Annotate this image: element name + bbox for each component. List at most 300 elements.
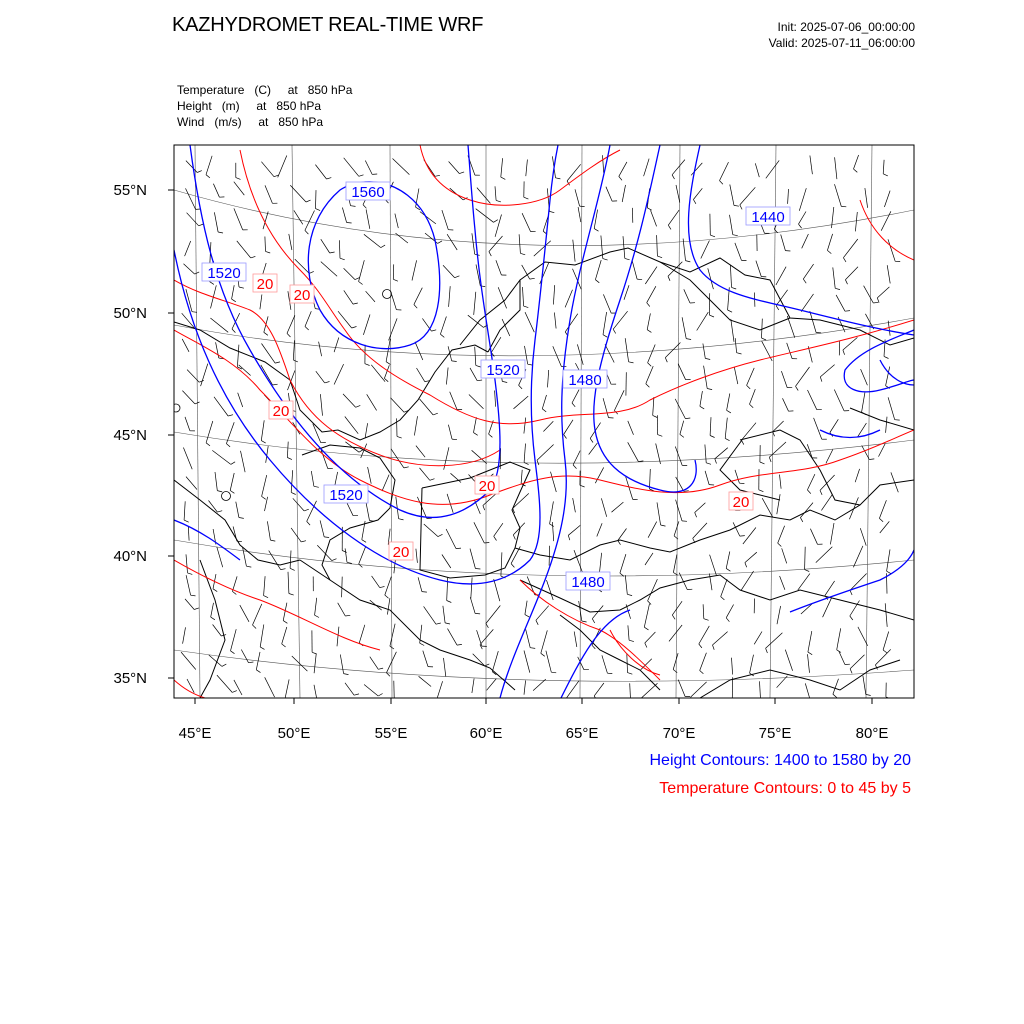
wind-barb	[501, 158, 503, 177]
wind-barb	[801, 294, 813, 312]
wind-barb	[855, 212, 857, 231]
wind-barb	[436, 681, 443, 702]
wind-barb	[387, 652, 397, 673]
wind-barb	[473, 654, 485, 666]
wind-barb-tick	[619, 176, 622, 180]
wind-barb	[543, 421, 553, 431]
wind-barb	[319, 342, 322, 357]
wind-barb-tick	[843, 258, 846, 262]
wind-barb	[879, 500, 886, 518]
wind-barb-tick	[301, 541, 306, 542]
wind-barb-tick	[766, 648, 768, 653]
wind-barb	[382, 475, 389, 492]
wind-barb	[808, 654, 810, 673]
wind-barb-tick	[778, 543, 782, 546]
wind-barb	[682, 317, 686, 338]
wind-barb	[554, 313, 556, 329]
wind-barb	[833, 679, 839, 695]
wind-barb-tick	[239, 518, 244, 519]
lat-label: 50°N	[113, 305, 147, 322]
wind-barb-tick	[713, 645, 715, 650]
wind-barb-tick	[850, 669, 852, 674]
wind-barb	[287, 315, 295, 333]
wind-barb-tick	[232, 591, 236, 594]
wind-barb	[720, 162, 729, 181]
wind-barb	[187, 213, 199, 226]
wind-barb-tick	[363, 205, 366, 209]
wind-barb-tick	[887, 571, 891, 574]
wind-barb	[206, 156, 212, 175]
wind-barb-tick	[330, 252, 335, 253]
wind-barb-tick	[282, 644, 286, 647]
wind-barb	[278, 156, 287, 178]
wind-barb	[344, 290, 353, 304]
wind-barb	[747, 368, 755, 386]
wind-barb-tick	[706, 463, 711, 465]
wind-barb	[865, 188, 868, 208]
wind-barb	[260, 295, 262, 310]
wind-barb	[447, 494, 453, 513]
wind-barb	[565, 290, 572, 308]
wind-barb-tick	[251, 256, 256, 258]
wind-barb-tick	[281, 569, 286, 570]
wind-barb-tick	[629, 640, 634, 641]
wind-barb-tick	[270, 540, 275, 541]
wind-barb-tick	[686, 261, 691, 262]
wind-barb	[550, 501, 554, 524]
wind-barb	[185, 241, 191, 256]
wind-barb	[699, 626, 710, 644]
wind-barb	[834, 390, 844, 411]
wind-barb	[419, 676, 432, 686]
wind-barb-tick	[843, 350, 845, 355]
wind-barb-tick	[568, 535, 570, 540]
wind-barb	[887, 265, 890, 283]
wind-barb	[676, 477, 684, 491]
wind-barb	[713, 632, 728, 645]
wind-barb	[365, 423, 367, 437]
wind-barb	[469, 395, 484, 409]
wind-barb	[715, 448, 728, 459]
wind-barb-tick	[582, 621, 587, 622]
wind-barb	[293, 498, 304, 511]
wind-barb	[647, 313, 650, 329]
wind-barb	[424, 606, 436, 624]
wind-barb	[548, 370, 549, 387]
wind-barb-tick	[285, 701, 289, 704]
wind-barb-tick	[541, 653, 545, 656]
wind-barb	[710, 417, 711, 435]
wind-barb	[414, 416, 417, 435]
wind-barb	[881, 211, 891, 230]
wind-barb-tick	[239, 287, 244, 288]
wind-barb	[264, 576, 266, 595]
wind-barb	[366, 291, 375, 302]
wind-barb-tick	[483, 506, 485, 511]
wind-barb	[644, 604, 649, 628]
wind-barb	[863, 676, 866, 695]
wind-barb	[693, 188, 702, 199]
wind-barb	[265, 237, 266, 252]
wind-barb	[182, 339, 189, 352]
wind-barb	[240, 605, 249, 622]
wind-barb-tick	[524, 306, 529, 308]
wind-barb-tick	[436, 623, 441, 624]
wind-barb-tick	[564, 435, 567, 439]
wind-barb-tick	[385, 595, 389, 598]
wind-barb-tick	[352, 327, 357, 329]
wind-barb	[265, 185, 272, 203]
wind-barb-tick	[647, 330, 651, 333]
wind-barb-tick	[253, 625, 257, 629]
wind-barb	[321, 262, 337, 277]
wind-barb-tick	[556, 178, 561, 179]
wind-barb	[820, 475, 835, 490]
wind-barb	[648, 522, 657, 538]
wind-barb-tick	[489, 252, 491, 257]
wind-barb-tick	[700, 671, 704, 674]
wind-barb-tick	[603, 259, 608, 261]
wind-barb-tick	[734, 205, 739, 206]
wind-barb-tick	[760, 462, 765, 464]
wind-barb-tick	[211, 617, 215, 620]
wind-barb	[444, 658, 446, 677]
wind-barb-tick	[325, 382, 330, 383]
wind-barb-tick	[433, 413, 438, 415]
wind-barb	[675, 447, 682, 466]
wind-barb	[359, 625, 365, 643]
wind-barb	[798, 574, 810, 591]
wind-barb	[342, 577, 343, 598]
wind-barb-tick	[762, 338, 767, 340]
wind-barb-tick	[530, 278, 535, 279]
wind-barb	[290, 551, 291, 569]
wind-barb-tick	[592, 619, 594, 623]
wind-barb	[885, 603, 887, 627]
variable-temperature: Temperature (C) at 850 hPa	[177, 83, 353, 97]
wind-barb	[496, 260, 502, 275]
wind-barb	[412, 260, 417, 280]
axis-ticks	[168, 190, 872, 704]
wind-barb-tick	[386, 362, 390, 365]
wind-barb	[650, 469, 651, 489]
wind-barb-tick	[476, 365, 481, 367]
wind-barb	[675, 399, 685, 419]
wind-barb	[443, 265, 455, 278]
wind-barb	[442, 210, 448, 230]
variable-height: Height (m) at 850 hPa	[177, 99, 322, 113]
wind-barb	[525, 601, 527, 615]
wind-barb	[620, 554, 626, 573]
wind-barb-tick	[595, 280, 599, 283]
wind-barb	[540, 263, 549, 284]
wind-barb	[726, 552, 730, 569]
wind-barb	[269, 551, 281, 570]
wind-barb	[678, 364, 686, 380]
wind-barb-tick	[668, 276, 670, 281]
wind-barb-tick	[805, 570, 810, 572]
height-legend: Height Contours: 1400 to 1580 by 20	[649, 752, 911, 769]
wind-barb	[340, 655, 343, 674]
wind-barb	[359, 260, 365, 281]
wind-barb	[415, 342, 423, 360]
wind-barb	[782, 548, 787, 563]
wind-barb	[236, 502, 239, 518]
wind-barb	[267, 521, 270, 540]
wind-barb	[416, 549, 418, 563]
wind-barb	[183, 448, 192, 470]
wind-barb-tick	[459, 172, 464, 174]
wind-barb-tick	[520, 253, 525, 255]
wind-barb	[449, 286, 451, 307]
wind-barb-tick	[726, 568, 730, 571]
wind-barb	[234, 680, 242, 695]
temperature-label: 20	[392, 544, 410, 561]
wind-barbs	[181, 155, 900, 705]
wind-barb	[625, 338, 628, 362]
wind-barb-tick	[231, 651, 235, 654]
wind-barb	[883, 160, 884, 174]
wind-barb	[858, 627, 868, 646]
wind-barb	[816, 547, 833, 563]
wind-barb	[541, 630, 548, 653]
wind-barb	[338, 603, 346, 616]
wind-barb-tick	[727, 410, 731, 413]
wind-barb	[305, 311, 311, 326]
wind-barb	[522, 213, 531, 231]
wind-barb	[741, 571, 753, 590]
wind-barb-tick	[725, 438, 729, 440]
wind-barb	[260, 625, 264, 647]
wind-barb	[603, 294, 611, 313]
wind-barb	[823, 598, 832, 617]
wind-barb	[777, 494, 780, 514]
wind-barb	[808, 390, 817, 410]
wind-barb-tick	[305, 230, 309, 234]
wind-barb-tick	[327, 178, 332, 179]
wind-barb-tick	[261, 441, 265, 444]
wind-barb	[669, 625, 682, 641]
wind-barb-tick	[704, 619, 709, 621]
wind-barb	[315, 165, 326, 179]
wind-barb-tick	[661, 525, 666, 526]
wind-barb	[491, 337, 501, 352]
wind-barb	[344, 158, 359, 177]
wind-barb-tick	[342, 551, 347, 553]
wind-barb-tick	[217, 491, 222, 492]
wind-barb	[537, 445, 554, 461]
wind-barb-tick	[709, 315, 714, 317]
wind-barb-tick	[653, 415, 658, 417]
wind-barb-tick	[440, 334, 444, 337]
wind-barb	[476, 209, 494, 223]
wind-barb-tick	[646, 384, 650, 388]
wind-barb	[498, 287, 506, 308]
wind-barb	[676, 185, 680, 203]
wind-barb-tick	[283, 621, 287, 624]
wind-barb-tick	[445, 623, 450, 624]
wind-barb	[825, 581, 835, 596]
wind-barb	[338, 311, 352, 328]
wind-barb-tick	[359, 450, 363, 453]
wind-barb	[472, 233, 475, 254]
wind-barb-tick	[378, 668, 383, 669]
wind-barb	[212, 450, 231, 464]
wind-barb	[342, 208, 346, 223]
wind-barb-tick	[884, 356, 889, 358]
wind-barb	[787, 316, 795, 338]
wind-barb	[480, 629, 493, 644]
wind-barb-tick	[477, 380, 482, 381]
wind-barb	[446, 368, 448, 385]
wind-barb	[697, 312, 709, 330]
wind-barb	[781, 235, 786, 251]
wind-barb-tick	[879, 518, 883, 521]
wind-barb	[470, 368, 477, 381]
wind-barb-tick	[291, 492, 296, 494]
longitude-labels	[179, 725, 889, 742]
wind-barb-tick	[733, 235, 738, 236]
wind-barb	[695, 503, 706, 513]
wind-barb	[860, 528, 866, 545]
wind-barb-tick	[680, 434, 684, 437]
wind-barb	[862, 393, 865, 413]
wind-barb	[291, 470, 293, 492]
lon-label: 75°E	[758, 725, 792, 742]
wind-barb	[420, 212, 436, 224]
wind-barb	[214, 212, 218, 232]
wind-barb	[495, 391, 496, 407]
wind-barb	[393, 159, 410, 175]
wind-barb	[472, 679, 474, 694]
wind-barb	[334, 338, 339, 353]
wind-barb-tick	[657, 256, 662, 258]
wind-barb	[703, 604, 704, 618]
wind-barb-tick	[524, 197, 529, 199]
wind-barb	[632, 261, 637, 279]
wind-barb	[861, 369, 868, 385]
wind-barb-tick	[345, 615, 350, 616]
wind-barb	[536, 606, 549, 621]
wind-barb	[602, 655, 608, 673]
wind-barb-tick	[199, 380, 204, 382]
wind-barb	[888, 239, 895, 261]
wind-barb	[305, 211, 315, 231]
wind-barb	[600, 553, 602, 573]
wind-barb-tick	[210, 282, 214, 285]
temperature-label: 20	[732, 494, 750, 511]
wind-barb	[495, 215, 501, 237]
wind-barb	[553, 346, 562, 366]
wind-barb	[703, 344, 705, 359]
wind-barb	[337, 627, 339, 647]
wind-barb	[879, 444, 886, 457]
wind-barb	[888, 321, 890, 336]
wind-barb	[574, 632, 577, 647]
wind-barb	[487, 679, 497, 691]
wind-barb	[414, 288, 422, 305]
wind-barb	[262, 475, 267, 496]
wind-barb-tick	[206, 175, 210, 178]
wind-barb	[288, 572, 289, 594]
wind-barb-tick	[715, 459, 717, 464]
wind-barb	[853, 546, 863, 567]
wind-barb	[810, 529, 817, 545]
wind-barb	[552, 522, 553, 541]
wind-barb	[864, 286, 874, 303]
wind-barb	[567, 164, 581, 181]
wind-barb-tick	[796, 386, 799, 390]
wind-barb-tick	[700, 406, 704, 409]
wind-barb	[578, 207, 581, 222]
wind-barb	[756, 261, 761, 277]
wind-barb	[522, 265, 530, 279]
wind-barb	[762, 498, 773, 517]
wind-barb	[316, 190, 317, 209]
lon-label: 70°E	[662, 725, 696, 742]
wind-barb	[345, 417, 358, 434]
wind-barb	[656, 444, 661, 465]
wind-barb-tick	[686, 339, 691, 340]
wind-barb-tick	[530, 648, 535, 649]
wind-barb-tick	[827, 250, 831, 253]
wind-barb	[601, 498, 606, 517]
wind-barb-tick	[452, 439, 457, 440]
wind-barb	[390, 624, 395, 647]
wind-barb	[653, 397, 654, 415]
wind-barb	[721, 579, 727, 596]
wind-barb	[474, 522, 484, 543]
wind-barb	[214, 397, 228, 416]
wind-barb-tick	[485, 664, 490, 666]
wind-barb-tick	[710, 235, 715, 237]
wind-barb-tick	[315, 615, 319, 617]
wind-barb	[743, 528, 756, 545]
wind-barb-tick	[625, 258, 630, 259]
wind-barb	[877, 287, 889, 298]
wind-barb	[542, 395, 546, 409]
wind-barb	[524, 651, 530, 673]
wind-barb	[565, 314, 578, 332]
wind-barb	[470, 597, 475, 613]
wind-barb	[443, 606, 445, 623]
wind-barb-tick	[572, 403, 575, 407]
wind-barb-tick	[307, 521, 310, 525]
wind-barb	[700, 653, 707, 671]
wind-barb-tick	[628, 673, 633, 675]
wind-barb-tick	[394, 698, 399, 700]
wind-barb	[546, 651, 551, 673]
wind-barb-tick	[293, 360, 298, 362]
country-borders	[174, 248, 914, 698]
wind-barb	[572, 390, 579, 403]
wind-barb-tick	[273, 384, 278, 385]
wind-barb	[201, 364, 208, 387]
wind-barb-tick	[511, 564, 514, 568]
wind-barb-tick	[644, 627, 648, 630]
wind-barb-tick	[721, 597, 725, 600]
wind-barb	[730, 265, 731, 288]
wind-barb-tick	[592, 645, 595, 649]
wind-barb-tick	[230, 491, 234, 494]
wind-barb	[237, 345, 239, 367]
wind-barb	[363, 315, 370, 335]
wind-barb-tick	[347, 223, 352, 224]
wind-barb	[420, 399, 434, 415]
wind-barb-tick	[184, 520, 189, 522]
wind-barb-tick	[232, 691, 237, 693]
wind-barb	[184, 501, 185, 520]
